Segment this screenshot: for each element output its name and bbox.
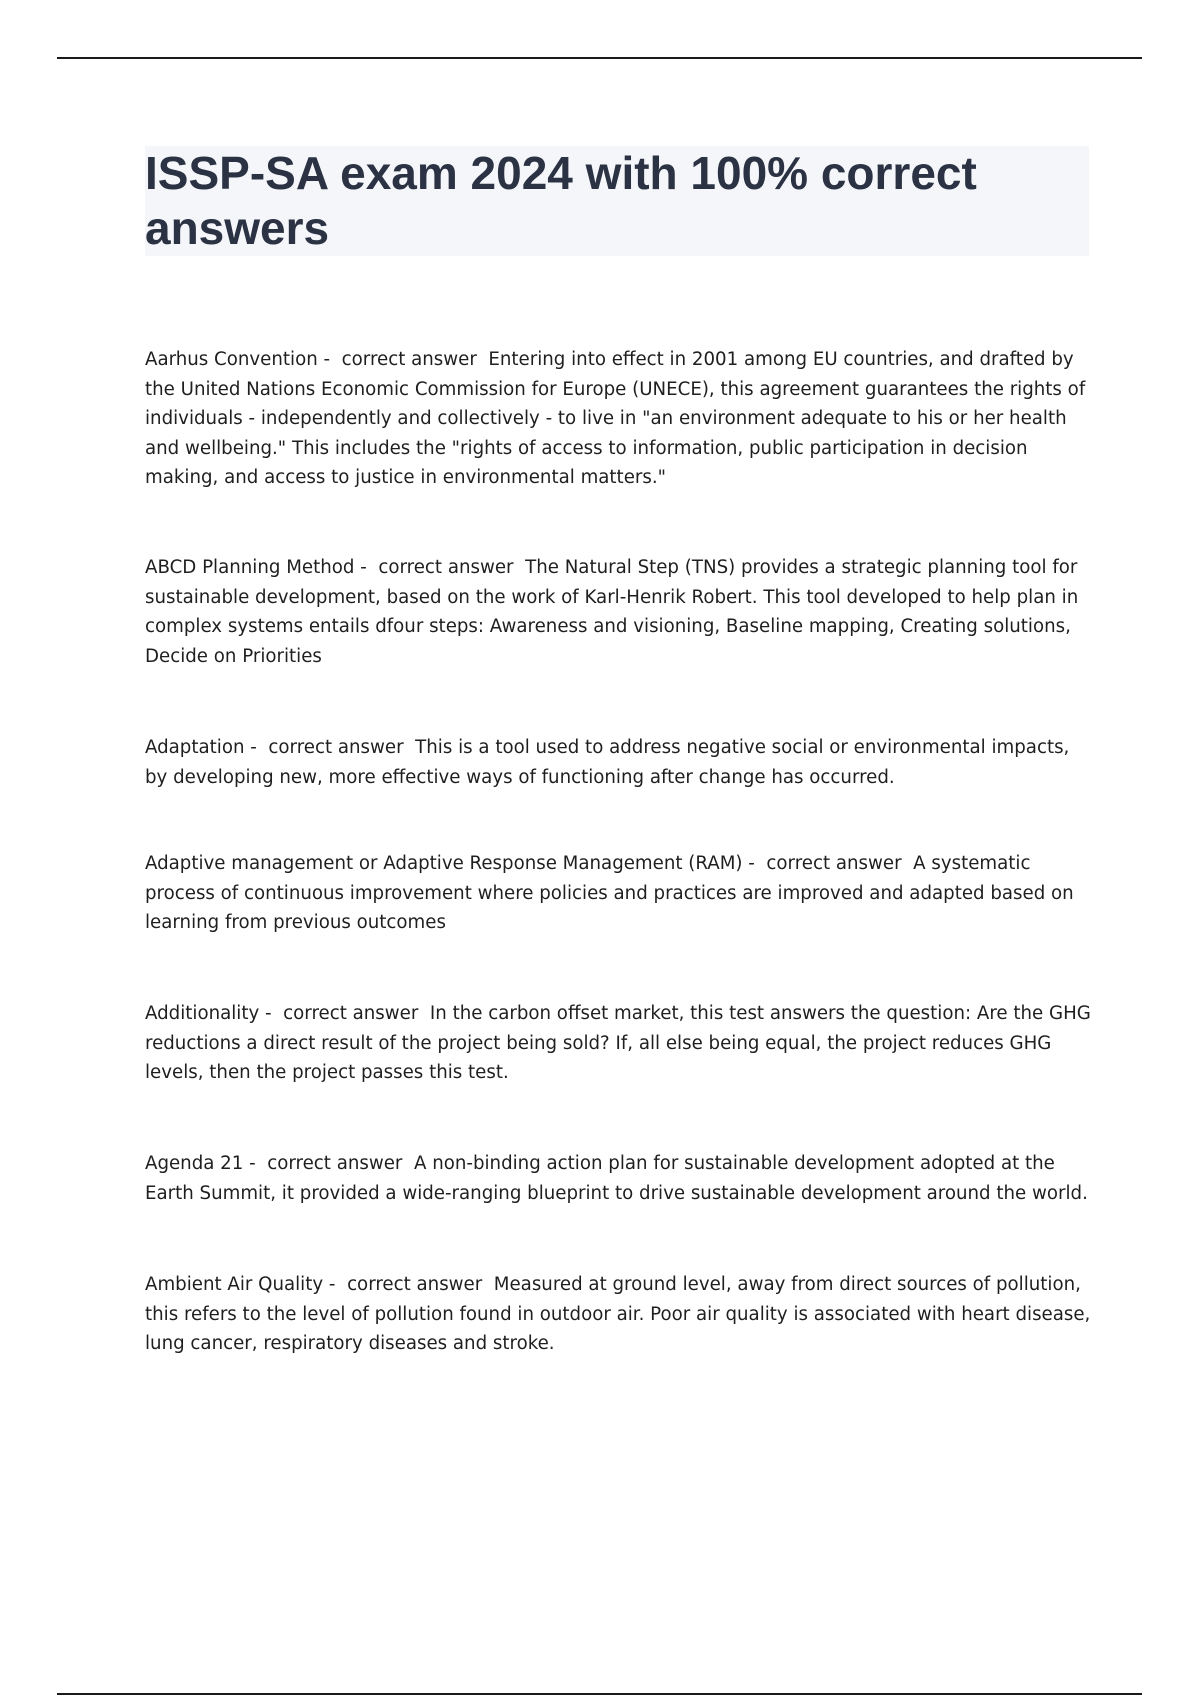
entry-separator: correct answer bbox=[766, 853, 902, 874]
qa-entry: Adaptation - correct answer This is a tool used to address negative social or environmental impacts, by developing new, more effective ways of functioning after change has occurred. bbox=[145, 737, 1070, 788]
entry-answer: Measured at ground level, away from direct sources of pollution, this refers to the level of pollution found in outdoor air. Poor air quality is associated with heart disease, lung cancer, respiratory diseases and stroke. bbox=[145, 1274, 1091, 1354]
entry-answer: A non-binding action plan for sustainable development adopted at the Earth Summit, it provided a wide-ranging blueprint to drive sustainable development around the world. bbox=[145, 1153, 1088, 1204]
bottom-rule bbox=[57, 1693, 1142, 1695]
entry-term: Agenda 21 bbox=[145, 1153, 244, 1174]
entry-answer: A systematic process of continuous improvement where policies and practices are improved and adapted based on learning from previous outcomes bbox=[145, 853, 1074, 933]
entry-term: Adaptation bbox=[145, 737, 245, 758]
qa-entry: Ambient Air Quality - correct answer Measured at ground level, away from direct sources of pollution, this refers to the level of pollution found in outdoor air. Poor air quality is associated with heart disease, lung cancer, respiratory diseases and stroke. bbox=[145, 1274, 1091, 1354]
entry-answer: The Natural Step (TNS) provides a strategic planning tool for sustainable development, based on the work of Karl-Henrik Robert. This tool developed to help plan in complex systems entails dfour steps: Awareness and visioning, Baseline mapping, Creating solutions, Decide on Priorities bbox=[145, 557, 1079, 667]
top-rule bbox=[57, 57, 1142, 59]
entry-answer: Entering into effect in 2001 among EU countries, and drafted by the United Nations Economic Commission for Europe (UNECE), this agreement guarantees the rights of individuals - independently and collectively - to live in "an environment adequate to his or her health and wellbeing." This includes the "rights of access to information, public participation in decision making, and access to justice in environmental matters." bbox=[145, 349, 1086, 488]
entry-answer: This is a tool used to address negative social or environmental impacts, by developing new, more effective ways of functioning after change has occurred. bbox=[145, 737, 1070, 788]
qa-entry: Agenda 21 - correct answer A non-binding action plan for sustainable development adopted at the Earth Summit, it provided a wide-ranging blueprint to drive sustainable development around the world. bbox=[145, 1153, 1088, 1204]
entry-separator: correct answer bbox=[267, 1153, 403, 1174]
entry-term: Additionality bbox=[145, 1003, 260, 1024]
entry-term: Aarhus Convention bbox=[145, 349, 318, 370]
entry-separator: correct answer bbox=[268, 737, 404, 758]
entry-term: Ambient Air Quality bbox=[145, 1274, 324, 1295]
qa-entry: Additionality - correct answer In the carbon offset market, this test answers the question: Are the GHG reductions a direct result of the project being sold? If, all else being equal, the project reduces GHG levels, then the project passes this test. bbox=[145, 1003, 1091, 1083]
title-box bbox=[145, 146, 1089, 256]
entry-term: Adaptive management or Adaptive Response Management (RAM) bbox=[145, 853, 743, 874]
qa-entry: Adaptive management or Adaptive Response Management (RAM) - correct answer A systematic process of continuous improvement where policies and practices are improved and adapted based on learning from previous outcomes bbox=[145, 853, 1074, 933]
entry-separator: correct answer bbox=[341, 349, 477, 370]
qa-entry: Aarhus Convention - correct answer Entering into effect in 2001 among EU countries, and drafted by the United Nations Economic Commission for Europe (UNECE), this agreement guarantees the rights of individuals - independently and collectively - to live in "an environment adequate to his or her health and wellbeing." This includes the "rights of access to information, public participation in decision making, and access to justice in environmental matters." bbox=[145, 349, 1086, 488]
entry-separator: correct answer bbox=[283, 1003, 419, 1024]
entry-separator: correct answer bbox=[378, 557, 514, 578]
entry-separator: correct answer bbox=[347, 1274, 483, 1295]
entry-term: ABCD Planning Method bbox=[145, 557, 355, 578]
document-title: ISSP-SA exam 2024 with 100% correct answers bbox=[145, 147, 977, 254]
qa-entry: ABCD Planning Method - correct answer The Natural Step (TNS) provides a strategic planning tool for sustainable development, based on the work of Karl-Henrik Robert. This tool developed to help plan in complex systems entails dfour steps: Awareness and visioning, Baseline mapping, Creating solutions, Decide on Priorities bbox=[145, 557, 1079, 667]
entry-answer: In the carbon offset market, this test answers the question: Are the GHG reductions a direct result of the project being sold? If, all else being equal, the project reduces GHG levels, then the project passes this test. bbox=[145, 1003, 1091, 1083]
